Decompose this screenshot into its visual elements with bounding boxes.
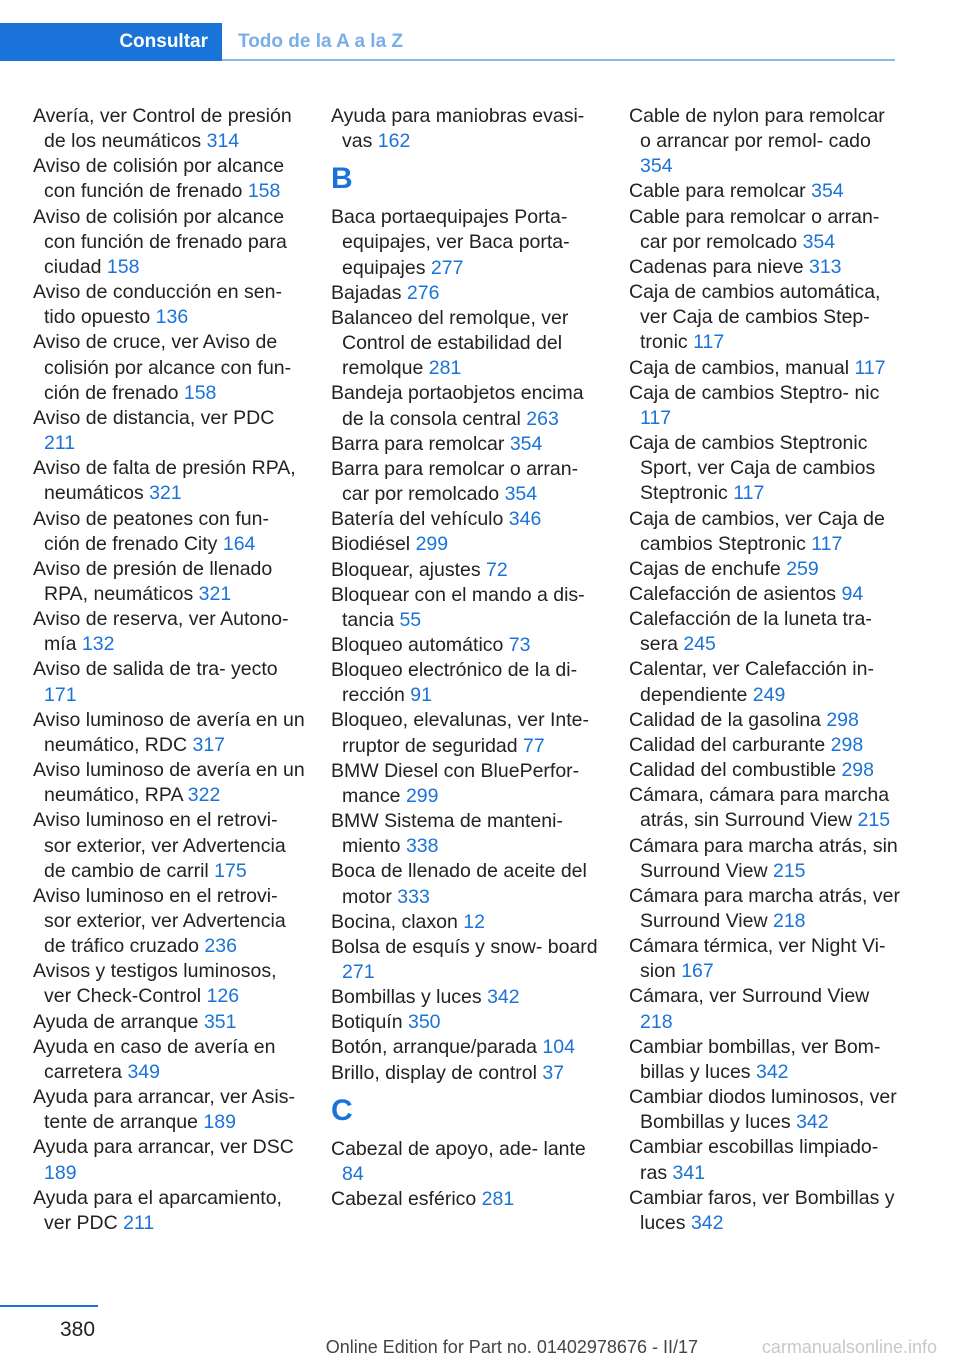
index-entry-text: Calentar, ver Calefacción in‐ dependiente bbox=[629, 658, 874, 706]
index-entry-text: Balanceo del remolque, ver Control de estabilidad del remolque bbox=[331, 306, 569, 380]
index-entry bbox=[33, 557, 305, 607]
index-entry bbox=[33, 406, 305, 456]
index-entry-text: Caja de cambios Steptronic Sport, ver Caja de cambios Steptronic bbox=[629, 432, 876, 505]
index-entry bbox=[331, 759, 603, 809]
index-page-link[interactable]: 338 bbox=[405, 835, 439, 858]
index-page-link[interactable]: 136 bbox=[155, 306, 189, 329]
index-page-link[interactable]: 117 bbox=[733, 482, 765, 505]
index-page-link[interactable]: 84 bbox=[342, 1162, 364, 1185]
index-page-link[interactable]: 77 bbox=[523, 734, 545, 757]
index-entry-text: Barra para remolcar bbox=[331, 432, 510, 455]
index-entry-text: Batería del vehículo bbox=[331, 508, 509, 531]
index-page-link[interactable]: 333 bbox=[397, 885, 430, 908]
index-entry-text: Caja de cambios automática, ver Caja de cambios Step‐ tronic bbox=[629, 281, 881, 354]
index-entry-text: Aviso de cruce, ver Aviso de colisión por alcance con fun‐ ción de frenado bbox=[33, 331, 292, 404]
index-entry bbox=[331, 205, 603, 280]
page-number: 380 bbox=[60, 1318, 96, 1341]
index-entry-text: Bloquear, ajustes bbox=[331, 558, 487, 581]
index-entry-text: Cadenas para nieve bbox=[629, 255, 809, 278]
index-page-link[interactable]: 342 bbox=[690, 1211, 724, 1234]
index-entry-text: Biodiésel bbox=[331, 533, 416, 556]
index-entry-text: Bocina, claxon bbox=[331, 910, 464, 933]
index-entry-text: BMW Sistema de manteni‐ miento bbox=[331, 810, 563, 858]
index-page-link[interactable]: 271 bbox=[342, 961, 375, 983]
index-page-link[interactable]: 55 bbox=[399, 608, 422, 631]
index-page-link[interactable]: 263 bbox=[526, 407, 559, 430]
index-page-link[interactable]: 276 bbox=[406, 281, 440, 304]
index-entry bbox=[33, 1186, 305, 1236]
index-entry bbox=[629, 431, 901, 506]
index-page-link[interactable]: 351 bbox=[203, 1010, 237, 1033]
index-page-link[interactable]: 298 bbox=[841, 759, 874, 782]
index-page-link[interactable]: 298 bbox=[830, 733, 864, 756]
index-page-link[interactable]: 322 bbox=[187, 784, 221, 807]
index-page-link[interactable]: 236 bbox=[204, 935, 237, 958]
index-column-3 bbox=[629, 104, 901, 1236]
index-entry bbox=[629, 381, 901, 431]
index-entry-text: Aviso de distancia, ver PDC bbox=[33, 406, 275, 429]
index-page-link[interactable]: 249 bbox=[752, 683, 786, 706]
index-page-link[interactable]: 354 bbox=[509, 432, 543, 455]
index-page-link[interactable]: 189 bbox=[44, 1161, 77, 1184]
index-entry-text: Aviso luminoso de avería en un neumático, RPA bbox=[33, 759, 305, 807]
index-entry-text: Caja de cambios, ver Caja de cambios Steptronic bbox=[629, 507, 885, 555]
index-entry-text: Calidad del combustible bbox=[629, 759, 842, 782]
index-entry bbox=[629, 356, 901, 381]
index-entry-text: Botiquín bbox=[331, 1011, 408, 1034]
index-entry-text: Caja de cambios Steptro‐ nic bbox=[629, 381, 880, 404]
index-page-link[interactable]: 117 bbox=[640, 406, 672, 429]
index-page-link[interactable]: 298 bbox=[826, 708, 859, 731]
index-page-link[interactable]: 158 bbox=[247, 180, 281, 203]
index-page-link[interactable]: 164 bbox=[222, 532, 256, 555]
index-page-link[interactable]: 171 bbox=[44, 683, 77, 706]
index-entry bbox=[629, 1085, 901, 1135]
index-entry bbox=[331, 281, 603, 306]
index-page-link[interactable]: 354 bbox=[504, 483, 538, 506]
index-entry bbox=[33, 884, 305, 959]
index-entry bbox=[331, 1010, 603, 1035]
index-entry bbox=[33, 104, 305, 154]
index-entry-text: Baca portaequipajes Porta‐ equipajes, ver Baca porta‐ equipajes bbox=[331, 206, 570, 279]
index-page-link[interactable]: 299 bbox=[415, 533, 449, 556]
index-entry-text: Cabezal de apoyo, ade‐ lante bbox=[331, 1137, 586, 1160]
index-page-link[interactable]: 218 bbox=[772, 910, 806, 932]
index-entry bbox=[331, 432, 603, 457]
index-entry-text: Cable de nylon para remolcar o arrancar por remol‐ cado bbox=[629, 105, 885, 153]
index-page-link[interactable]: 215 bbox=[857, 809, 891, 832]
index-entry bbox=[331, 1137, 603, 1187]
index-page-link[interactable]: 218 bbox=[640, 1010, 673, 1033]
index-page-link[interactable]: 321 bbox=[198, 582, 232, 605]
index-entry-text: Aviso de salida de tra‐ yecto bbox=[33, 658, 278, 681]
index-column-1 bbox=[33, 104, 305, 1236]
index-page-link[interactable]: 341 bbox=[672, 1161, 706, 1184]
footer-rule bbox=[0, 1305, 98, 1307]
index-entry bbox=[33, 1035, 305, 1085]
index-entry-text: Cámara, ver Surround View bbox=[629, 985, 870, 1008]
index-entry bbox=[629, 783, 901, 833]
index-entry-text: Cambiar bombillas, ver Bom‐ billas y luces bbox=[629, 1035, 881, 1083]
index-entry bbox=[33, 330, 305, 405]
index-entry-text: Aviso de colisión por alcance con función de frenado bbox=[33, 155, 285, 203]
index-page-link[interactable]: 104 bbox=[542, 1036, 575, 1059]
index-entry bbox=[33, 1085, 305, 1135]
index-entry bbox=[629, 255, 901, 280]
index-entry bbox=[331, 1187, 603, 1212]
index-page-link[interactable]: 299 bbox=[405, 784, 439, 807]
index-entry-text: Aviso de conducción en sen‐ tido opuesto bbox=[33, 281, 282, 329]
tab-consultar[interactable]: Consultar bbox=[0, 23, 222, 61]
index-entry bbox=[33, 657, 305, 707]
index-entry bbox=[629, 708, 901, 733]
index-entry-text: Aviso luminoso en el retrovi‐ sor exterior, ver Advertencia de cambio de carril bbox=[33, 809, 286, 882]
index-page-link[interactable]: 117 bbox=[811, 532, 843, 555]
index-page-link[interactable]: 259 bbox=[786, 557, 819, 580]
index-entry-text: Calefacción de la luneta tra‐ sera bbox=[629, 608, 872, 656]
index-entry bbox=[331, 558, 603, 583]
index-page-link[interactable]: 132 bbox=[81, 633, 115, 656]
index-entry bbox=[629, 657, 901, 707]
index-page-link[interactable]: 314 bbox=[206, 130, 240, 153]
index-page-link[interactable]: 37 bbox=[542, 1061, 565, 1084]
index-entry bbox=[629, 557, 901, 582]
index-entry bbox=[331, 104, 603, 154]
index-entry bbox=[33, 758, 305, 808]
index-entry bbox=[629, 733, 901, 758]
index-page-link[interactable]: 354 bbox=[802, 230, 836, 253]
index-entry-text: Avería, ver Control de presión de los neumáticos bbox=[33, 105, 292, 153]
index-entry-text: Aviso de presión de llenado RPA, neumáticos bbox=[33, 557, 273, 605]
index-entry bbox=[629, 1035, 901, 1085]
index-entry bbox=[331, 1035, 603, 1060]
index-entry bbox=[33, 1010, 305, 1035]
index-page-link[interactable]: 313 bbox=[808, 255, 842, 278]
index-entry bbox=[331, 935, 603, 985]
index-entry bbox=[33, 280, 305, 330]
watermark: carmanualsonline.info bbox=[761, 1337, 937, 1357]
index-page-link[interactable]: 245 bbox=[683, 633, 716, 656]
index-entry bbox=[331, 658, 603, 708]
index-page-link[interactable]: 281 bbox=[428, 357, 462, 380]
index-entry-text: Aviso de reserva, ver Autono‐ mía bbox=[33, 608, 289, 656]
index-column-2 bbox=[331, 104, 603, 1212]
index-entry bbox=[629, 104, 901, 179]
index-page-link[interactable]: 354 bbox=[640, 155, 673, 178]
index-page-link[interactable]: 215 bbox=[772, 859, 806, 882]
index-entry-text: Bloquear con el mando a dis‐ tancia bbox=[331, 583, 585, 631]
index-page-link[interactable]: 73 bbox=[508, 633, 531, 656]
index-page-link[interactable]: 317 bbox=[192, 733, 226, 756]
index-entry bbox=[331, 583, 603, 633]
index-entry-text: Cámara para marcha atrás, sin Surround View bbox=[629, 834, 898, 882]
index-page-link[interactable]: 158 bbox=[183, 381, 217, 404]
index-entry bbox=[331, 809, 603, 859]
index-entry-text: Avisos y testigos luminosos, ver Check-Control bbox=[33, 960, 277, 1008]
index-entry-text: Ayuda para maniobras evasi‐ vas bbox=[331, 105, 585, 153]
index-entry bbox=[331, 633, 603, 658]
index-entry-text: Aviso de falta de presión RPA, neumáticos bbox=[33, 457, 296, 505]
index-entry-text: Botón, arranque/parada bbox=[331, 1036, 543, 1059]
index-entry bbox=[33, 959, 305, 1009]
index-entry bbox=[331, 708, 603, 758]
index-page-link[interactable]: 162 bbox=[377, 130, 411, 153]
index-entry bbox=[629, 179, 901, 204]
index-entry-text: Ayuda para arrancar, ver Asis‐ tente de arranque bbox=[33, 1086, 295, 1134]
index-entry-text: Aviso luminoso de avería en un neumático, RDC bbox=[33, 708, 305, 756]
index-entry bbox=[629, 507, 901, 557]
index-entry-text: Brillo, display de control bbox=[331, 1061, 543, 1084]
index-entry-text: Ayuda de arranque bbox=[33, 1010, 204, 1033]
index-page-link[interactable]: 321 bbox=[149, 482, 182, 505]
index-entry-text: Bloqueo automático bbox=[331, 633, 509, 656]
index-page-link[interactable]: 158 bbox=[106, 255, 140, 278]
index-entry-text: Aviso de peatones con fun‐ ción de frenado City bbox=[33, 507, 269, 555]
index-entry bbox=[331, 859, 603, 909]
index-entry bbox=[33, 1135, 305, 1185]
index-entry bbox=[629, 934, 901, 984]
index-entry bbox=[331, 507, 603, 532]
index-entry-text: Cambiar faros, ver Bombillas y luces bbox=[629, 1186, 895, 1234]
index-entry-text: Ayuda para arrancar, ver DSC bbox=[33, 1136, 294, 1159]
header-rule bbox=[222, 59, 895, 61]
index-entry bbox=[629, 758, 901, 783]
index-page-link[interactable]: 342 bbox=[796, 1111, 829, 1134]
index-page-link[interactable]: 91 bbox=[410, 684, 432, 707]
index-page-link[interactable]: 281 bbox=[481, 1188, 515, 1211]
index-entry bbox=[33, 808, 305, 883]
index-entry bbox=[629, 205, 901, 255]
index-page-link[interactable]: 72 bbox=[486, 558, 508, 581]
index-letter-heading: C bbox=[331, 1093, 353, 1127]
index-entry-text: Calidad del carburante bbox=[629, 733, 831, 756]
index-page-link[interactable]: 350 bbox=[407, 1011, 441, 1034]
index-page-link[interactable]: 346 bbox=[508, 508, 542, 531]
index-entry-text: Aviso luminoso en el retrovi‐ sor exterior, ver Advertencia de tráfico cruzado bbox=[33, 884, 286, 958]
index-page-link[interactable]: 167 bbox=[681, 960, 714, 983]
index-entry-text: Ayuda para el aparcamiento, ver PDC bbox=[33, 1186, 282, 1234]
index-page-link[interactable]: 189 bbox=[203, 1111, 236, 1134]
index-entry bbox=[33, 708, 305, 758]
index-entry bbox=[331, 985, 603, 1010]
index-page-link[interactable]: 12 bbox=[463, 910, 485, 933]
index-entry bbox=[33, 507, 305, 557]
index-entry-text: Cambiar escobillas limpiado‐ ras bbox=[629, 1136, 879, 1184]
index-entry bbox=[331, 306, 603, 381]
header-bar bbox=[0, 23, 895, 61]
index-page-link[interactable]: 342 bbox=[755, 1060, 789, 1083]
index-entry bbox=[33, 456, 305, 506]
index-entry bbox=[33, 205, 305, 280]
index-entry bbox=[331, 381, 603, 431]
index-page-link[interactable]: 211 bbox=[44, 432, 76, 455]
index-page-link[interactable]: 211 bbox=[123, 1211, 155, 1234]
index-entry bbox=[629, 582, 901, 607]
index-entry-text: Cámara para marcha atrás, ver Surround View bbox=[629, 884, 900, 932]
index-page-link[interactable]: 354 bbox=[811, 180, 844, 203]
index-entry-text: Ayuda en caso de avería en carretera bbox=[33, 1035, 276, 1083]
index-entry bbox=[629, 280, 901, 355]
tab-todo-a-z[interactable]: Todo de la A a la Z bbox=[238, 31, 404, 52]
index-page-link[interactable]: 277 bbox=[430, 256, 464, 279]
index-entry bbox=[629, 984, 901, 1034]
index-entry-text: Bombillas y luces bbox=[331, 986, 488, 1009]
index-entry-text: Cajas de enchufe bbox=[629, 557, 787, 580]
index-entry bbox=[33, 154, 305, 204]
index-page-link[interactable]: 94 bbox=[841, 582, 864, 605]
index-letter-heading: B bbox=[331, 162, 353, 196]
index-page-link[interactable]: 126 bbox=[206, 985, 240, 1008]
index-entry bbox=[629, 607, 901, 657]
index-entry bbox=[331, 532, 603, 557]
index-entry bbox=[629, 1135, 901, 1185]
index-entry-text: Cable para remolcar o arran‐ car por remolcado bbox=[629, 205, 880, 253]
index-page-link[interactable]: 342 bbox=[487, 986, 520, 1009]
edition-note: Online Edition for Part no. 01402978676 - II/17 bbox=[325, 1337, 698, 1357]
index-entry-text: Cable para remolcar bbox=[629, 180, 812, 203]
index-entry-text: Cambiar diodos luminosos, ver Bombillas y luces bbox=[629, 1086, 897, 1134]
index-page-link[interactable]: 349 bbox=[127, 1060, 160, 1083]
index-entry-text: BMW Diesel con BluePerfor‐ mance bbox=[331, 759, 580, 807]
index-entry-text: Calefacción de asientos bbox=[629, 582, 842, 605]
index-entry-text: Bolsa de esquís y snow‐ board bbox=[331, 935, 598, 958]
index-entry bbox=[629, 1186, 901, 1236]
index-entry-text: Bloqueo, elevalunas, ver Inte‐ rruptor de seguridad bbox=[331, 709, 589, 757]
index-entry-text: Caja de cambios, manual bbox=[629, 356, 855, 379]
index-entry-text: Aviso de colisión por alcance con función de frenado para ciudad bbox=[33, 205, 287, 278]
index-entry bbox=[331, 457, 603, 507]
index-entry bbox=[331, 1061, 603, 1086]
index-entry bbox=[331, 910, 603, 935]
index-page-link[interactable]: 175 bbox=[214, 859, 247, 882]
index-entry-text: Calidad de la gasolina bbox=[629, 708, 827, 731]
index-entry-text: Cámara, cámara para marcha atrás, sin Surround View bbox=[629, 784, 890, 832]
index-page-link[interactable]: 117 bbox=[693, 331, 725, 354]
index-entry bbox=[33, 607, 305, 657]
index-entry-text: Barra para remolcar o arran‐ car por remolcado bbox=[331, 457, 579, 506]
index-entry-text: Bloqueo electrónico de la di‐ rección bbox=[331, 659, 578, 707]
index-entry-text: Cabezal esférico bbox=[331, 1188, 482, 1211]
index-entry bbox=[629, 834, 901, 884]
index-entry-text: Bandeja portaobjetos encima de la consola central bbox=[331, 382, 584, 430]
index-entry-text: Boca de llenado de aceite del motor bbox=[331, 860, 587, 908]
index-entry-text: Bajadas bbox=[331, 281, 407, 304]
index-page-link[interactable]: 117 bbox=[854, 356, 886, 379]
index-entry bbox=[629, 884, 901, 934]
index-entry-text: Cámara térmica, ver Night Vi‐ sion bbox=[629, 935, 886, 983]
